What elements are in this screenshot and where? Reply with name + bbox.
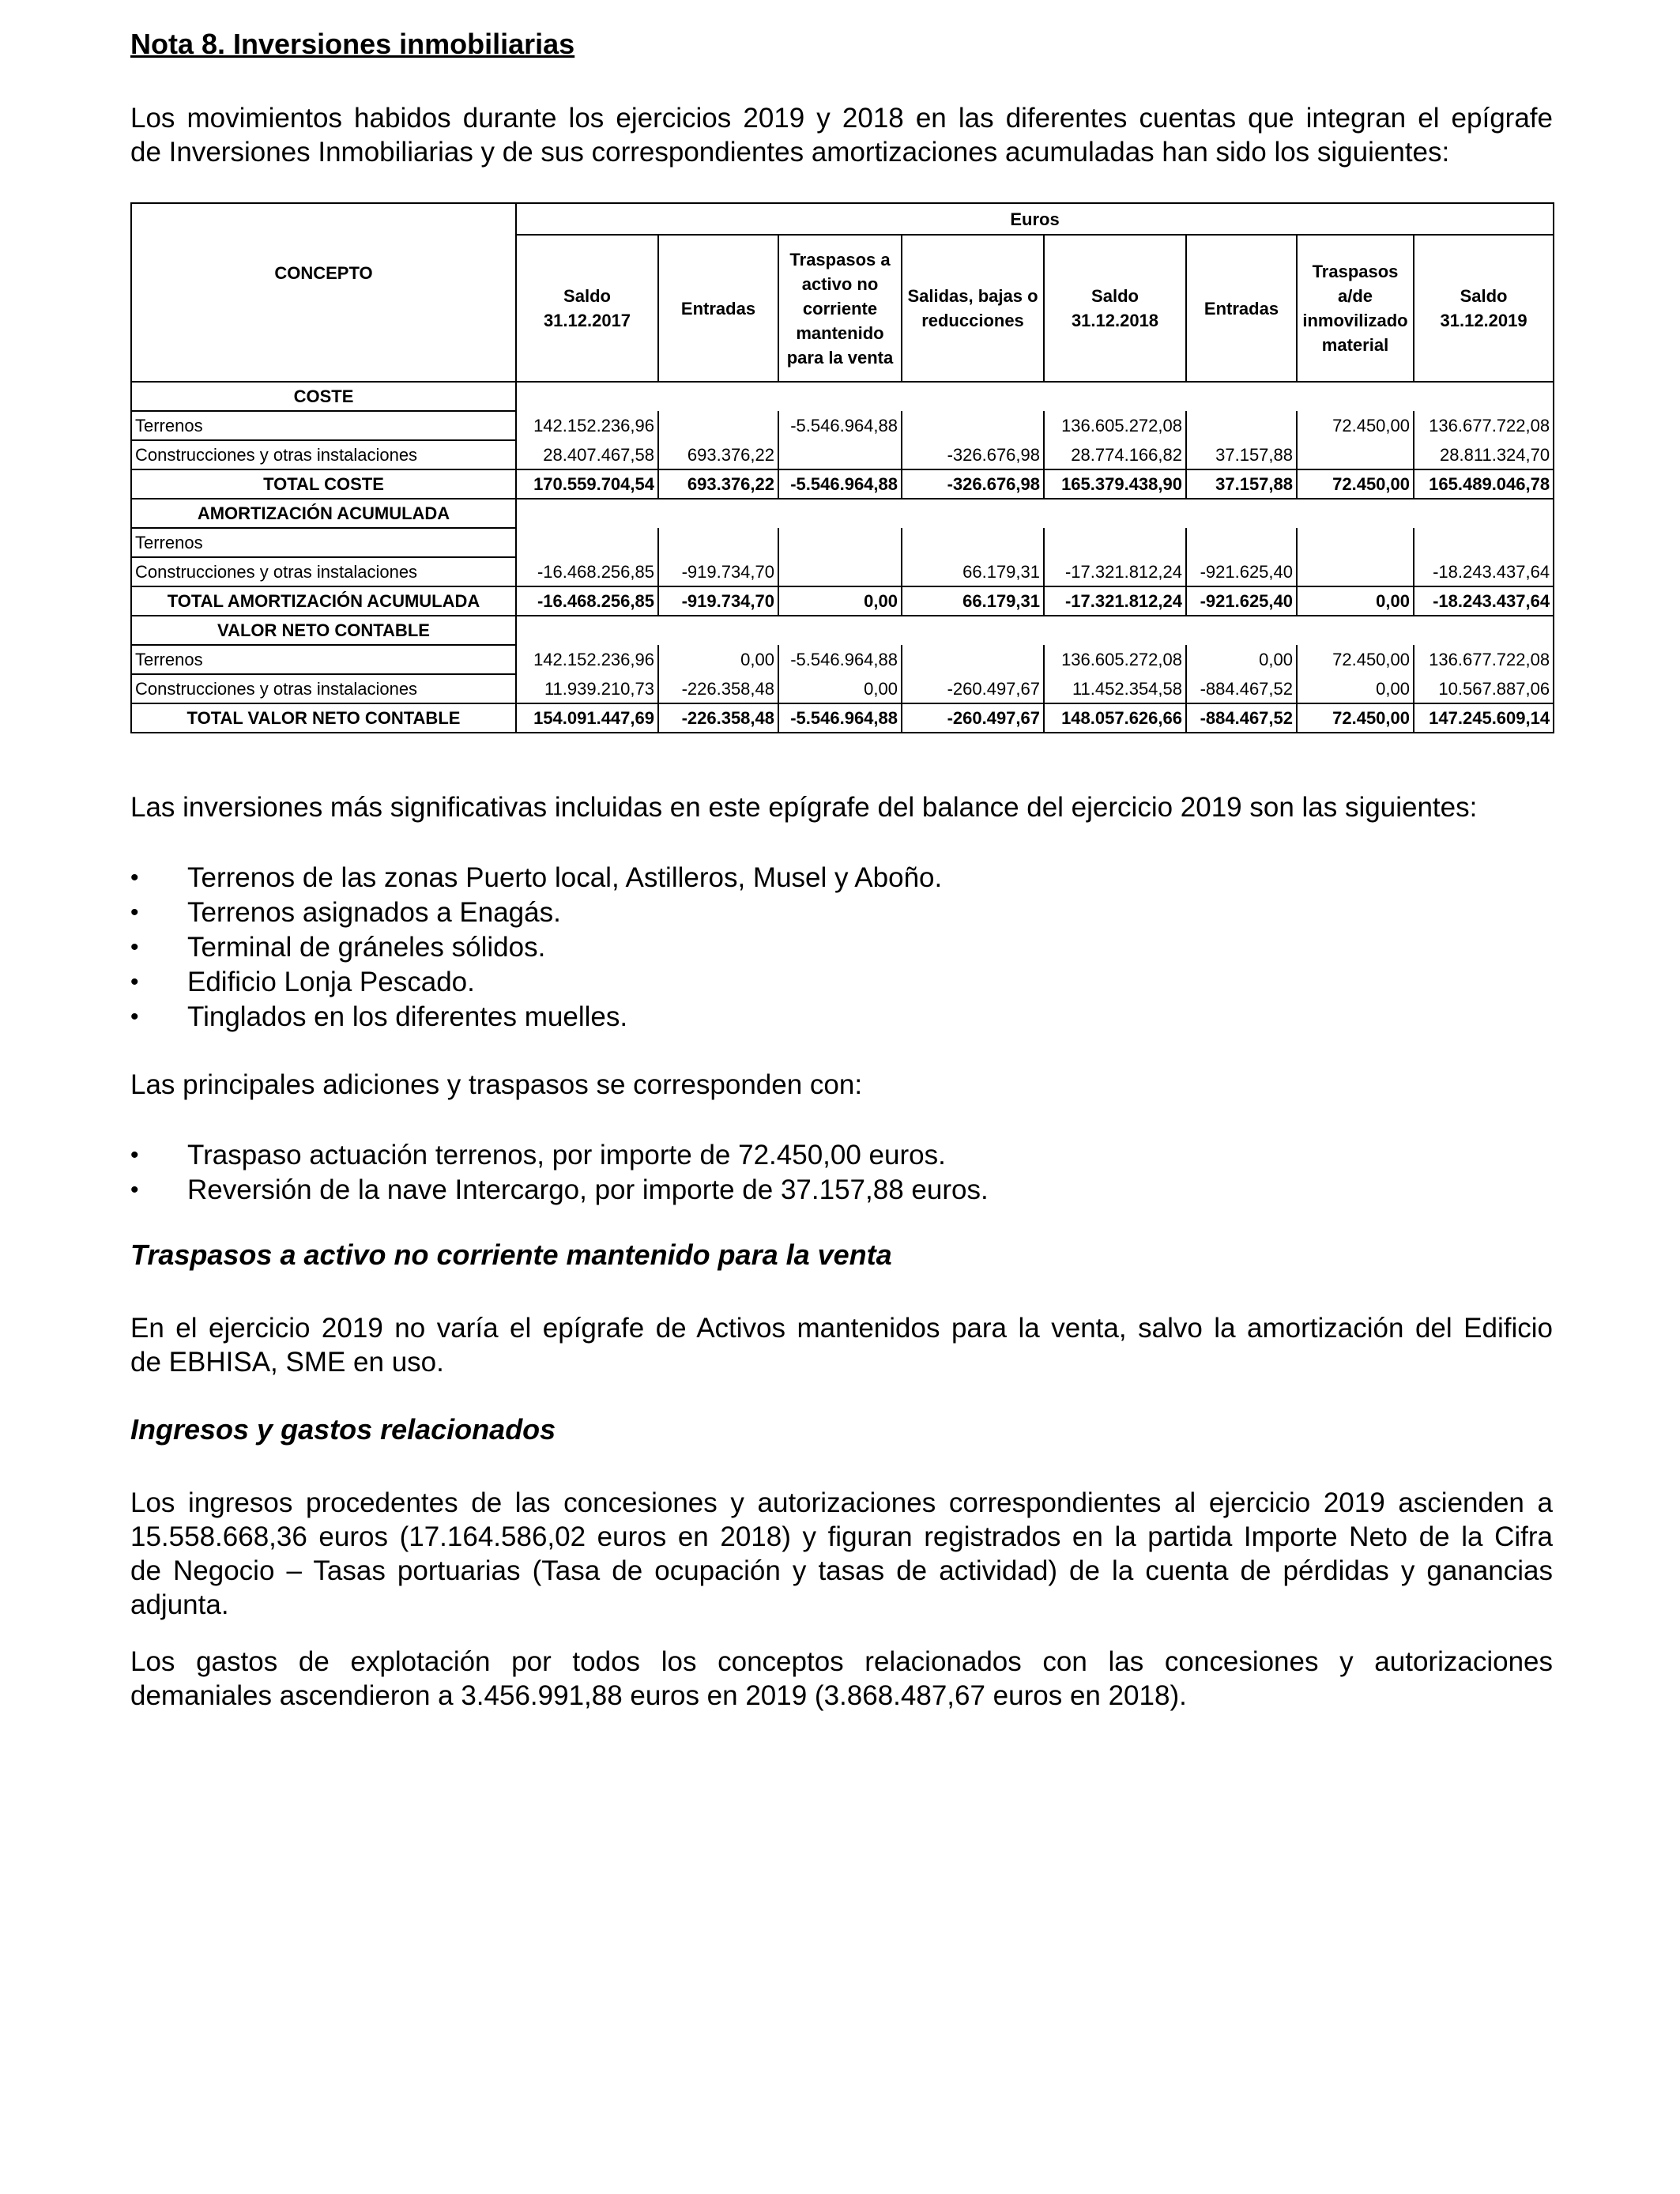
section-row <box>131 382 1554 411</box>
traspasos-line: En el ejercicio 2019 no varía el epígrafe de Activos mantenidos para la venta, salvo la amortización del Edificio <box>130 1313 1553 1344</box>
traspasos-paragraph <box>130 1311 1553 1379</box>
gastos-paragraph <box>130 1645 1553 1713</box>
value-cell <box>1186 411 1297 440</box>
value-cell: -18.243.437,64 <box>1414 557 1554 586</box>
investments-paragraph: Las inversiones más significativas incluidas en este epígrafe del balance del ejercicio 2019 son las siguientes: <box>130 792 1478 823</box>
value-cell: 136.677.722,08 <box>1414 645 1554 674</box>
value-cell: -16.468.256,85 <box>516 586 658 616</box>
value-cell: -5.546.964,88 <box>778 469 902 499</box>
concept-header-cell <box>131 203 516 235</box>
value-cell: 28.407.467,58 <box>516 440 658 469</box>
row-label: Construcciones y otras instalaciones <box>131 674 516 703</box>
value-cell: 136.605.272,08 <box>1044 645 1186 674</box>
value-cell <box>902 411 1044 440</box>
value-cell: -18.243.437,64 <box>1414 586 1554 616</box>
value-cell: 165.489.046,78 <box>1414 469 1554 499</box>
ingresos-paragraph <box>130 1486 1553 1622</box>
ingresos-line: adjunta. <box>130 1589 229 1620</box>
col-header: Salidas, bajas o reducciones <box>902 235 1044 382</box>
addition-item: • Traspaso actuación terrenos, por importe de 72.450,00 euros. <box>130 1138 1553 1173</box>
section-empty-cell <box>516 499 1554 528</box>
value-cell: 66.179,31 <box>902 557 1044 586</box>
value-cell <box>778 528 902 557</box>
traspasos-subheading: Traspasos a activo no corriente mantenido para la venta <box>130 1238 892 1271</box>
value-cell: -919.734,70 <box>658 586 778 616</box>
value-cell: 0,00 <box>1297 674 1414 703</box>
value-cell: -260.497,67 <box>902 703 1044 733</box>
value-cell: 66.179,31 <box>902 586 1044 616</box>
value-cell <box>902 645 1044 674</box>
value-cell: 11.452.354,58 <box>1044 674 1186 703</box>
value-cell <box>516 528 658 557</box>
table-row <box>131 528 1554 557</box>
value-cell: 28.774.166,82 <box>1044 440 1186 469</box>
value-cell: -921.625,40 <box>1186 557 1297 586</box>
col-header: Saldo 31.12.2018 <box>1044 235 1186 382</box>
section-row <box>131 616 1554 645</box>
row-label: Terrenos <box>131 528 516 557</box>
table-body <box>131 382 1554 733</box>
value-cell: -884.467,52 <box>1186 703 1297 733</box>
value-cell: 0,00 <box>778 674 902 703</box>
value-cell <box>902 528 1044 557</box>
value-cell <box>778 440 902 469</box>
value-cell: -884.467,52 <box>1186 674 1297 703</box>
investment-item: • Terrenos asignados a Enagás. <box>130 895 1553 930</box>
row-label: Terrenos <box>131 411 516 440</box>
value-cell: 10.567.887,06 <box>1414 674 1554 703</box>
section-empty-cell <box>516 382 1554 411</box>
value-cell: 165.379.438,90 <box>1044 469 1186 499</box>
value-cell <box>1297 557 1414 586</box>
value-cell: 170.559.704,54 <box>516 469 658 499</box>
table-row <box>131 674 1554 703</box>
value-cell: -260.497,67 <box>902 674 1044 703</box>
gastos-line: Los gastos de explotación por todos los conceptos relacionados con las concesiones y autorizaciones <box>130 1646 1553 1677</box>
col-header: Saldo 31.12.2017 <box>516 235 658 382</box>
value-cell: 0,00 <box>778 586 902 616</box>
value-cell: -919.734,70 <box>658 557 778 586</box>
value-cell: -17.321.812,24 <box>1044 586 1186 616</box>
ingresos-subheading: Ingresos y gastos relacionados <box>130 1413 556 1446</box>
value-cell: -226.358,48 <box>658 674 778 703</box>
value-cell: 37.157,88 <box>1186 440 1297 469</box>
table-row <box>131 411 1554 440</box>
intro-paragraph <box>130 101 1553 169</box>
col-header: Traspasos a/de inmovilizado material <box>1297 235 1414 382</box>
concept-header: CONCEPTO <box>131 235 516 382</box>
value-cell: 11.939.210,73 <box>516 674 658 703</box>
total-row <box>131 703 1554 733</box>
section-empty-cell <box>516 616 1554 645</box>
value-cell: -326.676,98 <box>902 440 1044 469</box>
value-cell <box>658 411 778 440</box>
investments-list <box>130 861 1553 1035</box>
value-cell: 142.152.236,96 <box>516 411 658 440</box>
table-row <box>131 645 1554 674</box>
investments-table <box>130 202 1554 733</box>
row-label: TOTAL VALOR NETO CONTABLE <box>131 703 516 733</box>
intro-line: Los movimientos habidos durante los ejercicios 2019 y 2018 en las diferentes cuentas que integran el epígrafe <box>130 103 1553 134</box>
value-cell: 0,00 <box>658 645 778 674</box>
col-header: Entradas <box>1186 235 1297 382</box>
value-cell: 136.605.272,08 <box>1044 411 1186 440</box>
row-label: TOTAL AMORTIZACIÓN ACUMULADA <box>131 586 516 616</box>
total-row <box>131 586 1554 616</box>
value-cell: 142.152.236,96 <box>516 645 658 674</box>
col-header: Entradas <box>658 235 778 382</box>
value-cell: -5.546.964,88 <box>778 703 902 733</box>
row-label: Construcciones y otras instalaciones <box>131 440 516 469</box>
ingresos-line: Los ingresos procedentes de las concesiones y autorizaciones correspondientes al ejercicio 2019 ascienden a <box>130 1487 1553 1518</box>
value-cell: 28.811.324,70 <box>1414 440 1554 469</box>
col-header: Traspasos a activo no corriente mantenido para la venta <box>778 235 902 382</box>
section-title: VALOR NETO CONTABLE <box>131 616 516 645</box>
value-cell: -5.546.964,88 <box>778 645 902 674</box>
value-cell <box>1297 440 1414 469</box>
table-row <box>131 557 1554 586</box>
value-cell <box>778 557 902 586</box>
section-row <box>131 499 1554 528</box>
investment-item: • Tinglados en los diferentes muelles. <box>130 1000 1553 1035</box>
value-cell: 72.450,00 <box>1297 703 1414 733</box>
total-row <box>131 469 1554 499</box>
value-cell: -5.546.964,88 <box>778 411 902 440</box>
value-cell: 693.376,22 <box>658 440 778 469</box>
investment-item: • Edificio Lonja Pescado. <box>130 965 1553 1000</box>
value-cell: 37.157,88 <box>1186 469 1297 499</box>
value-cell: 72.450,00 <box>1297 469 1414 499</box>
euros-group-header: Euros <box>516 203 1554 235</box>
table-row <box>131 440 1554 469</box>
value-cell: 147.245.609,14 <box>1414 703 1554 733</box>
ingresos-line: de Negocio – Tasas portuarias (Tasa de ocupación y tasas de actividad) de la cuenta de pérdidas y ganancias <box>130 1555 1553 1586</box>
value-cell <box>1414 528 1554 557</box>
intro-line: de Inversiones Inmobiliarias y de sus correspondientes amortizaciones acumuladas han sido los siguientes: <box>130 137 1450 168</box>
value-cell <box>1044 528 1186 557</box>
value-cell: 693.376,22 <box>658 469 778 499</box>
value-cell: 0,00 <box>1186 645 1297 674</box>
traspasos-line: de EBHISA, SME en uso. <box>130 1347 444 1378</box>
additions-list <box>130 1138 1553 1208</box>
value-cell <box>1297 528 1414 557</box>
value-cell: -326.676,98 <box>902 469 1044 499</box>
value-cell: -921.625,40 <box>1186 586 1297 616</box>
value-cell: 72.450,00 <box>1297 411 1414 440</box>
col-header: Saldo 31.12.2019 <box>1414 235 1554 382</box>
value-cell: 0,00 <box>1297 586 1414 616</box>
value-cell: -226.358,48 <box>658 703 778 733</box>
gastos-line: demaniales ascendieron a 3.456.991,88 euros en 2019 (3.868.487,67 euros en 2018). <box>130 1680 1187 1711</box>
value-cell: 72.450,00 <box>1297 645 1414 674</box>
investment-item: • Terrenos de las zonas Puerto local, Astilleros, Musel y Aboño. <box>130 861 1553 895</box>
ingresos-line: 15.558.668,36 euros (17.164.586,02 euros en 2018) y figuran registrados en la partida Importe Neto de la Cifra <box>130 1521 1553 1552</box>
value-cell: 154.091.447,69 <box>516 703 658 733</box>
row-label: Construcciones y otras instalaciones <box>131 557 516 586</box>
value-cell: 136.677.722,08 <box>1414 411 1554 440</box>
value-cell: -17.321.812,24 <box>1044 557 1186 586</box>
value-cell: 148.057.626,66 <box>1044 703 1186 733</box>
investment-item: • Terminal de gráneles sólidos. <box>130 930 1553 965</box>
addition-item: • Reversión de la nave Intercargo, por importe de 37.157,88 euros. <box>130 1173 1553 1208</box>
value-cell: -16.468.256,85 <box>516 557 658 586</box>
value-cell <box>1186 528 1297 557</box>
row-label: TOTAL COSTE <box>131 469 516 499</box>
additions-paragraph: Las principales adiciones y traspasos se corresponden con: <box>130 1069 863 1100</box>
section-title: COSTE <box>131 382 516 411</box>
value-cell <box>658 528 778 557</box>
note-heading: Nota 8. Inversiones inmobiliarias <box>130 28 575 60</box>
row-label: Terrenos <box>131 645 516 674</box>
section-title: AMORTIZACIÓN ACUMULADA <box>131 499 516 528</box>
